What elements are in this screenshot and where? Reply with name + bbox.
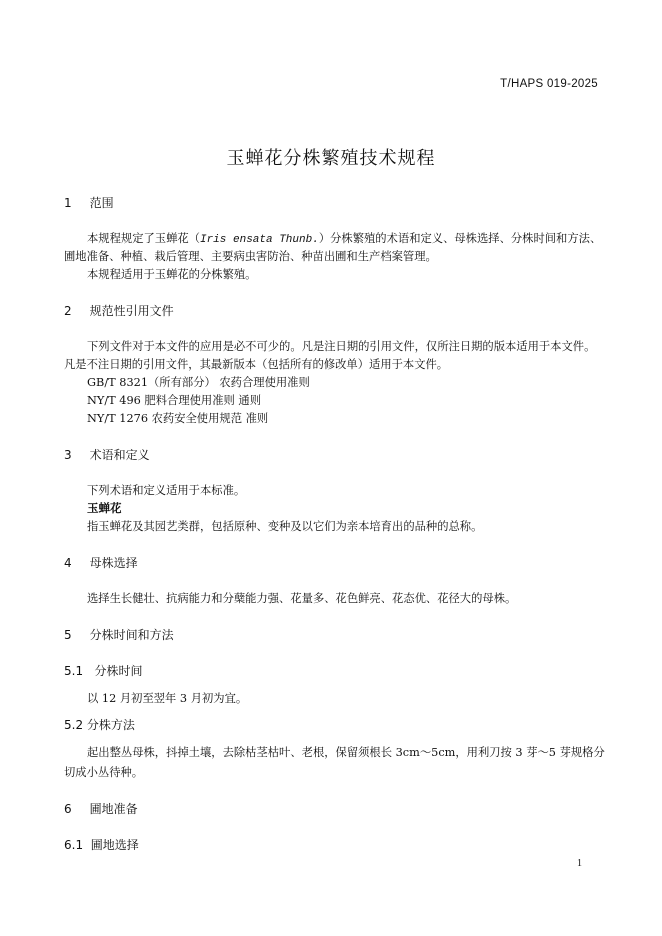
subsection-5-2-paragraph-line-2: 切成小丛待种。 [64,766,144,779]
section-title: 母株选择 [89,556,138,570]
subsection-5-1-paragraph: 以 12 月初至翌年 3 月初为宜。 [87,692,248,705]
section-title: 规范性引用文件 [89,304,174,318]
section-2-paragraph-1-line-2: 凡是不注日期的引用文件，其最新版本（包括所有的修改单）适用于本文件。 [64,358,449,371]
section-5-heading [64,626,174,643]
subsection-5-2-paragraph-line-1: 起出整丛母株，抖掉土壤，去除枯茎枯叶、老根，保留须根长 3cm～5cm，用利刀按 3 芽～5 芽规格分 [87,746,605,759]
subsection-title: 分株时间 [94,664,143,678]
section-title: 圃地准备 [89,802,138,816]
section-1-paragraph-1-line-2: 圃地准备、种植、栽后管理、主要病虫害防治、种苗出圃和生产档案管理。 [64,250,437,263]
term-entry: 玉蝉花 [87,501,122,515]
subsection-6-1-heading [64,836,139,853]
page-number: 1 [577,858,582,869]
subsection-number: 6.1 [64,838,84,852]
term-definition: 指玉蝉花及其园艺类群，包括原种、变种及以它们为亲本培育出的品种的总称。 [87,520,483,533]
text-run: ）分株繁殖的术语和定义、母株选择、分株时间和方法、 [318,232,602,245]
subsection-5-1-heading [64,662,143,679]
section-2-heading [64,302,174,319]
section-1-paragraph-1-line-1 [87,230,601,246]
section-1-heading [64,194,114,211]
section-2-paragraph-1-line-1: 下列文件对于本文件的应用是必不可少的。凡是注日期的引用文件，仅所注日期的版本适用于本文件。 [87,340,596,353]
section-number: 3 [64,448,72,462]
section-number: 2 [64,304,72,318]
document-number: T/HAPS 019-2025 [500,78,598,90]
section-4-paragraph-1: 选择生长健壮、抗病能力和分蘖能力强、花量多、花色鲜亮、花态优、花径大的母株。 [87,592,517,605]
section-number: 4 [64,556,72,570]
document-title: 玉蝉花分株繁殖技术规程 [226,148,436,169]
subsection-5-2-heading [64,716,135,733]
section-title: 范围 [89,196,114,210]
section-number: 6 [64,802,72,816]
section-title: 术语和定义 [89,448,150,462]
section-number: 5 [64,628,72,642]
section-3-heading [64,446,150,463]
reference-item: NY/T 496 肥料合理使用准则 通则 [87,394,261,407]
latin-name: Iris ensata Thunb. [199,234,319,246]
text-run: 本规程规定了玉蝉花（ [87,232,200,245]
reference-item: GB/T 8321（所有部分） 农药合理使用准则 [87,376,310,389]
section-number: 1 [64,196,72,210]
subsection-number: 5.1 [64,664,84,678]
subsection-number: 5.2 [64,718,84,732]
section-1-paragraph-2: 本规程适用于玉蝉花的分株繁殖。 [87,268,257,281]
section-title: 分株时间和方法 [89,628,174,642]
reference-item: NY/T 1276 农药安全使用规范 准则 [87,412,269,425]
subsection-title: 分株方法 [86,718,135,732]
section-4-heading [64,554,138,571]
section-6-heading [64,800,138,817]
subsection-title: 圃地选择 [90,838,139,852]
section-3-paragraph-1: 下列术语和定义适用于本标准。 [87,484,246,497]
